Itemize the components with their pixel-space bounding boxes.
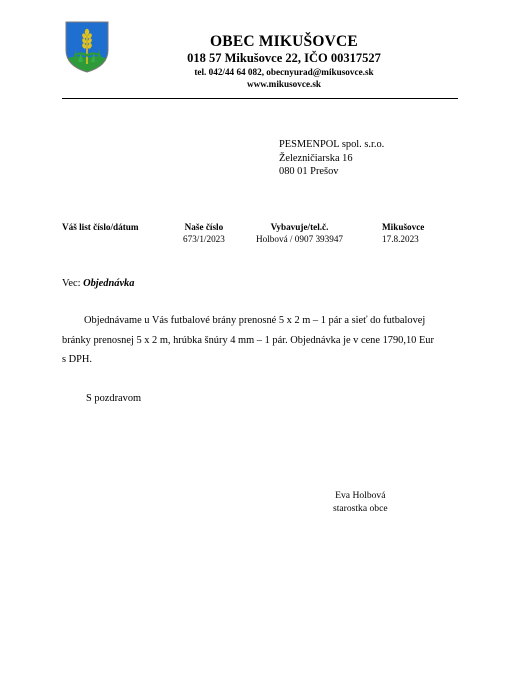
ref-your-letter-label: Váš list číslo/dátum	[62, 222, 139, 232]
ref-your-letter	[62, 221, 139, 233]
municipality-contact: tel. 042/44 64 082, obecnyurad@mikusovce.sk	[194, 67, 374, 77]
subject-label: Vec:	[62, 278, 81, 289]
body-line: Objednávame u Vás futbalové brány prenosné 5 x 2 m – 1 pár a sieť do futbalovej	[84, 315, 426, 326]
ref-handled-by-value: Holbová / 0907 393947	[256, 234, 344, 244]
ref-handled-by	[256, 221, 343, 245]
letter-body	[62, 311, 450, 370]
municipality-address: 018 57 Mikušovce 22, IČO 00317527	[187, 51, 381, 65]
municipality-website: www.mikusovce.sk	[246, 79, 322, 89]
ref-our-number-label: Naše číslo	[184, 222, 224, 232]
municipality-name: OBEC MIKUŠOVCE	[210, 33, 358, 50]
ref-place-date-label: Mikušovce	[382, 222, 425, 232]
municipal-coat-of-arms-icon	[64, 20, 110, 74]
ref-our-number	[183, 221, 225, 245]
closing-greeting: S pozdravom	[86, 393, 142, 404]
body-line: s DPH.	[62, 354, 93, 365]
subject-value: Objednávka	[83, 278, 135, 289]
body-line: bránky prenosnej 5 x 2 m, hrúbka šnúry 4 mm – 1 pár. Objednávka je v cene 1790,10 Eur	[62, 334, 434, 346]
recipient-company: PESMENPOL spol. s.r.o.	[279, 139, 385, 150]
signature-block	[333, 489, 388, 515]
signatory-title: starostka obce	[333, 503, 388, 514]
ref-place-date-value: 17.8.2023	[382, 234, 419, 244]
ref-our-number-value: 673/1/2023	[183, 234, 225, 244]
letter-subject	[62, 278, 134, 289]
recipient-street: Železničiarska 16	[279, 152, 353, 164]
signatory-name: Eva Holbová	[335, 490, 386, 501]
ref-place-date	[382, 221, 424, 245]
recipient-city: 080 01 Prešov	[279, 166, 339, 177]
recipient-address-block	[279, 138, 384, 179]
header-divider	[62, 98, 458, 99]
ref-handled-by-label: Vybavuje/tel.č.	[270, 222, 329, 232]
